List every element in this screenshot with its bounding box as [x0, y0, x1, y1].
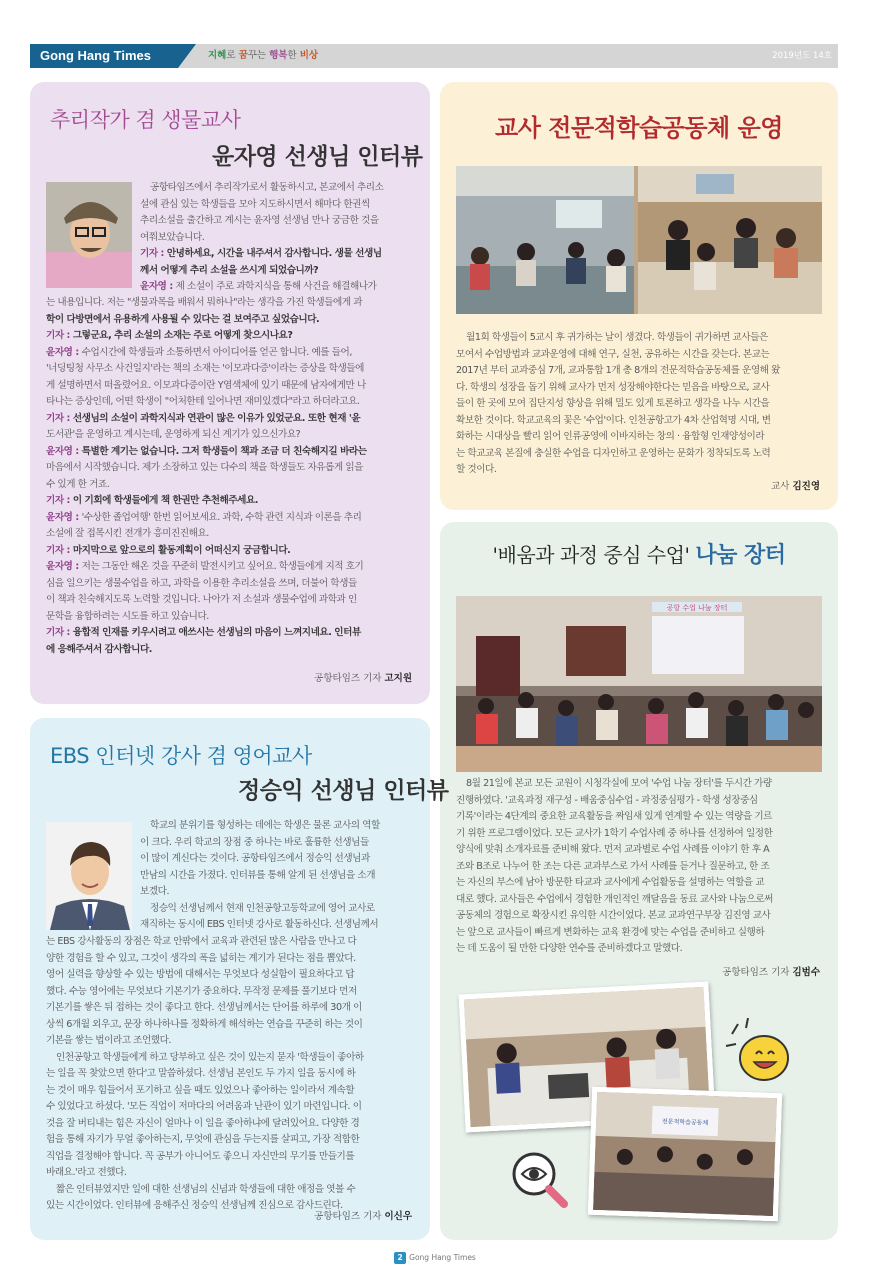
text-line: 공동체의 경험으로 확장시킨 유익한 시간이었다. 본교 교과연구부장 김진영 교사	[456, 910, 771, 921]
text-line: 여쭤보았습니다.	[140, 231, 205, 243]
text-line	[46, 345, 420, 362]
speaker-text: 선생님의 소설이 과학지식과 연관이 많은 이유가 있었군요. 또한 현재 '윤	[72, 412, 361, 424]
article1-byline: 공항타임즈 기자 고지원	[314, 673, 412, 684]
slogan-part: 로	[226, 50, 239, 61]
text-line: 진행하였다. '교육과정 재구성 - 배움중심수업 - 과정중심평가 - 학생 성장중심	[456, 794, 758, 806]
article2-intro	[140, 818, 420, 934]
article1-intro	[140, 180, 420, 296]
text-line	[46, 444, 420, 461]
sharing-market-photo	[456, 596, 822, 772]
text-line	[46, 411, 420, 428]
magnifier-eye-icon	[508, 1148, 570, 1210]
slogan	[208, 44, 318, 68]
text-line: 마음에서 시작했습니다. 제가 소장하고 있는 다수의 책을 학생들도 자유롭게 읽을	[46, 462, 363, 473]
page-footer	[0, 1252, 870, 1264]
text-line: 수 있었다고 하셨다. '모든 직업이 저마다의 어려움과 난관이 있기 마련입니다. 이	[46, 1101, 362, 1112]
text-line: 조와 B조로 나누어 한 조는 다른 교과부스로 가서 사례를 듣거나 질문하고, 한 조	[456, 860, 770, 872]
speaker-label: 기자 :	[46, 412, 73, 424]
article1-title-bottom: 윤자영 선생님 인터뷰	[212, 144, 423, 170]
text-line: 할 것이다.	[456, 464, 497, 475]
text-line: 설에 관심 있는 학생들을 모아 지도하시면서 해마다 한권씩	[140, 198, 370, 210]
text-line: 추리소설을 출간하고 계시는 윤자영 선생님 만나 궁금한 것을	[140, 215, 379, 226]
text-line: 기본을 쌓는 법이라고 조언했다.	[46, 1035, 172, 1046]
text-line: 기본기를 쌓은 뒤 접하는 것이 좋다고 한다. 선생님께서는 단어를 하루에 30개 이	[46, 1002, 362, 1013]
slogan-part: 한	[287, 50, 300, 61]
collage-photo-bottom	[588, 1087, 782, 1222]
text-line: 는 EBS 강사활동의 장점은 학교 안팎에서 교육과 관련된 많은 사람을 만나고 다	[46, 936, 357, 947]
speaker-label: 윤자영 :	[46, 346, 82, 358]
text-line: 기록'이라는 4단계의 중요한 교육활동을 짜임새 있게 연계할 수 있는 역량을 기르	[456, 811, 772, 822]
text-line: 에 응해주셔서 감사합니다.	[46, 643, 152, 655]
text-line: 는 데 도움이 될 만한 다양한 연수를 준비하겠다고 말했다.	[456, 943, 683, 954]
text-line	[46, 510, 420, 527]
speaker-text: 안녕하세요, 시간을 내주셔서 감사합니다. 생물 선생님	[166, 248, 382, 259]
article4-byline: 공항타임즈 기자 김범수	[722, 967, 820, 978]
text-line: 재직하는 동시에 EBS 인터넷 강사로 활동하신다. 선생님께서	[140, 919, 379, 930]
text-line: 8월 21일에 본교 모든 교원이 시청각실에 모여 '수업 나눔 장터'를 두시간 가량	[466, 778, 772, 789]
text-line: 다. 학생의 성장을 돕기 위해 교사가 먼저 성장해야한다는 믿음을 바탕으로, 교사	[456, 381, 770, 393]
learning-community-photo	[456, 166, 822, 314]
speaker-label: 기자 :	[46, 627, 73, 638]
article2-byline: 공항타임즈 기자 이신우	[314, 1211, 412, 1222]
text-line: 는 앞으로 교사들이 빠르게 변화하는 교육 환경에 맞는 수업을 준비하고 실행하	[456, 926, 765, 938]
text-line: 학이 다방면에서 유용하게 사용될 수 있다는 걸 보여주고 싶었습니다.	[46, 313, 320, 325]
speaker-text: 융합적 인재를 키우시려고 애쓰시는 선생님의 마음이 느껴지네요. 인터뷰	[72, 627, 361, 638]
text-line: 는 학교교육 본질에 충실한 수업을 디자인하고 운영하는 문화가 정착되도록 노력	[456, 447, 771, 459]
speaker-label: 기자 :	[46, 330, 73, 341]
speaker-text: 이 기회에 학생들에게 책 한권만 추천해주세요.	[72, 495, 258, 506]
text-line: 양한 경험을 할 수 있고, 그것이 생각의 폭을 넓히는 계기가 된다는 점을 뽑았다.	[46, 952, 356, 964]
text-line: 것을 잘 버티내는 힘은 자신이 얼마나 이 일을 좋아하냐에 달려있어요. 다양한 경	[46, 1117, 360, 1129]
sticker-text: 전문적학습공동체	[661, 1118, 709, 1127]
text-line: 월1회 학생들이 5교시 후 귀가하는 날이 생겼다. 학생들이 귀가하면 교사들은	[466, 332, 768, 343]
speaker-text: 마지막으로 앞으로의 활동계획이 어떠신지 궁금합니다.	[72, 544, 291, 556]
article1-title-top: 추리작가 겸 생물교사	[50, 108, 241, 132]
article2-body	[46, 934, 420, 1215]
text-line: 모여서 수업방법과 교과운영에 대해 연구, 실천, 공유하는 시간을 갖는다. 본교는	[456, 348, 770, 360]
text-line	[140, 279, 420, 296]
portrait-jung-photo	[46, 822, 132, 930]
article3-byline: 교사 김진영	[771, 481, 820, 492]
text-line: 이 많이 계신다는 것이다. 공항타임즈에서 정승익 선생님과	[140, 853, 370, 864]
slogan-part: 비상	[299, 50, 319, 61]
article2-title-top: EBS 인터넷 강사 겸 영어교사	[50, 744, 312, 768]
banner-text: 공항 수업 나눔 장터	[666, 604, 728, 612]
text-line: 인천공항고 학생들에게 하고 당부하고 싶은 것이 있는지 묻자 '학생들이 좋아하	[56, 1051, 364, 1063]
text-line: 심을 일으키는 생물수업을 하고, 과학을 이용한 추리소설을 쓰며, 더불어 학생들	[46, 577, 357, 589]
speaker-label: 기자 :	[46, 495, 73, 506]
text-line: 수 있게 한 거죠.	[46, 478, 110, 490]
slogan-part: 꿈	[238, 50, 248, 61]
speaker-text: 제 소설이 주로 과학지식을 통해 사건을 해결해나가	[175, 281, 377, 292]
text-line	[46, 559, 420, 576]
text-line: 화하는 시대상을 빨리 읽어 인류공영에 이바지하는 창의 · 융합형 인재양성이라	[456, 431, 765, 442]
article3-body	[456, 330, 822, 479]
article2-title-bottom: 정승익 선생님 인터뷰	[238, 778, 449, 804]
text-line: 상씩 6개월 외우고, 문장 하나하나를 정확하게 해석하는 연습을 꾸준히 하는 것이	[46, 1018, 363, 1030]
text-line: 는 일을 꼭 찾았으면 한다'고 말씀하셨다. 선생님 본인도 두 가지 일을 동시에 하	[46, 1068, 356, 1079]
text-line: 험을 통해 자기가 무얼 좋아하는지, 무엇에 관심을 두는지를 살피고, 가장 적합한	[46, 1134, 360, 1145]
text-line: 문학을 융합하려는 시도를 하고 있습니다.	[46, 610, 209, 622]
issue-number: 2019년도 14호	[772, 51, 832, 61]
text-line: 이 책과 친숙해지도록 노력할 것입니다. 나아가 저 소설과 생물수업에 과학과 인	[46, 594, 357, 605]
portrait-yoon-photo	[46, 182, 132, 288]
text-line	[46, 543, 420, 560]
speaker-text: 그렇군요, 추리 소설의 소재는 주로 어떻게 찾으시나요?	[72, 330, 293, 341]
speaker-label: 기자 :	[46, 544, 73, 556]
text-line: 보겠다.	[140, 886, 170, 897]
text-line: 2017년 부터 교과중심 7개, 교과통합 1개 총 8개의 전문적학습공동체를 운영해 왔	[456, 365, 780, 376]
speaker-label: 윤자영 :	[46, 445, 82, 457]
text-line: 는 자신의 부스에 남아 방문한 타교과 교사에게 수업활동을 설명하는 역할을 교	[456, 877, 765, 888]
text-line: 공항타임즈에서 추리작가로서 활동하시고, 본교에서 추리소	[150, 182, 384, 193]
text-line: 대로 했다. 교사들은 수업에서 경험한 개인적인 깨달음을 동료 교사와 나눔으로써	[456, 893, 773, 905]
text-line: 바래요.'라고 전했다.	[46, 1167, 127, 1178]
article4-body	[456, 776, 822, 958]
speaker-label: 윤자영 :	[140, 281, 176, 292]
text-line: '너딩팅청 사무소 사건일지'라는 책의 소재는 '이모과다증'이라는 증상을 학생들에	[46, 363, 364, 374]
text-line: 만남의 시간을 가졌다. 인터뷰를 통해 알게 된 선생님을 소개	[140, 869, 376, 881]
speaker-text: '수상한 졸업여행' 한번 읽어보세요. 과학, 수학 관련 지식과 이론을 추리	[81, 511, 362, 523]
text-line: 기 위한 프로그램이었다. 모든 교사가 1학기 수업사례 중 하나를 선정하여 일정한	[456, 827, 773, 839]
text-line: 는 것이 매우 힘들어서 포기하고 싶을 때도 있었으나 좋아하는 일이라서 계속할	[46, 1084, 355, 1096]
smiley-icon	[722, 1018, 792, 1084]
page-number: 2	[394, 1252, 406, 1264]
text-line: 짧은 인터뷰였지만 일에 대한 선생님의 신념과 학생들에 대한 애정을 엿볼 수	[56, 1183, 356, 1195]
masthead-logo: Gong Hang Times	[30, 44, 178, 68]
text-line: 있는 시간이었다. 인터뷰에 응해주신 정승익 선생님께 진심으로 감사드린다.	[46, 1200, 343, 1211]
text-line: 이 크다. 우리 학교의 장점 중 하나는 바로 훌륭한 선생님들	[140, 836, 369, 848]
text-line: 게 설명하면서 떠올렸어요. 이모과다증이란 Y염색체에 있기 때문에 남자에게만 나	[46, 379, 366, 391]
page-header	[30, 44, 838, 68]
text-line: 들이 한 곳에 모여 집단지성 향상을 위해 밀도 있게 토론하고 생각을 나누 시간을	[456, 398, 770, 409]
text-line: 확보한 것이다. 학교교육의 꽃은 '수업'이다. 인천공항고가 4차 산업혁명 시대, 변	[456, 414, 771, 426]
text-line: 께서 어떻게 추리 소설을 쓰시게 되었습니까?	[140, 264, 319, 276]
text-line	[46, 493, 420, 510]
speaker-label: 윤자영 :	[46, 511, 82, 523]
speaker-text: 저는 그동안 해온 것을 꾸준히 발전시키고 싶어요. 학생들에게 지적 호기	[81, 561, 364, 572]
slogan-part: 행복	[269, 50, 288, 61]
article3-title: 교사 전문적학습공동체 운영	[495, 113, 783, 142]
slogan-part: 꾸는	[247, 50, 270, 61]
text-line: 타나는 증상인데, 어떤 학생이 "어처한테 일어나면 재미있겠다"라고 하더라고요.	[46, 396, 360, 407]
text-line: 직업을 결정해야 합니다. 꼭 공부가 아니어도 좋으니 자신만의 무기를 만들기를	[46, 1150, 355, 1162]
slogan-part: 지혜	[208, 50, 227, 61]
text-line: 정승익 선생님께서 현재 인천공항고등학교에 영어 교사로	[150, 902, 375, 914]
speaker-text: 수업시간에 학생들과 소통하면서 아이디어를 얻곤 합니다. 예를 들어,	[81, 346, 352, 358]
text-line	[46, 328, 420, 345]
speaker-label: 윤자영 :	[46, 561, 82, 572]
text-line	[46, 625, 420, 642]
text-line: 는 내용입니다. 저는 "생물과목을 배워서 뭐하나"라는 생각을 가진 학생들에게 과	[46, 297, 363, 308]
text-line: 학교의 분위기를 형성하는 데에는 학생은 물론 교사의 역할	[150, 820, 380, 831]
speaker-label: 기자 :	[140, 248, 167, 259]
speaker-text: 특별한 계기는 없습니다. 그저 학생들이 책과 조금 더 친숙해지길 바라는	[81, 445, 367, 457]
article4-title: '배움과 과정 중심 수업' 나눔 장터	[492, 542, 786, 568]
text-line: 소설에 잘 접목시킨 전개가 흥미진진해요.	[46, 528, 209, 539]
text-line: 도서관'을 운영하고 계시는데, 운영하게 되신 계기가 있으신가요?	[46, 429, 301, 440]
text-line: 했다. 수능 영어에는 무엇보다 기본기가 중요하다. 무작정 문제를 풀기보다 먼저	[46, 985, 357, 997]
text-line	[140, 246, 420, 263]
footer-label: Gong Hang Times	[409, 1253, 476, 1262]
article1-body	[46, 295, 420, 658]
text-line: 양식에 맞춰 소개자료를 준비해 왔다. 먼저 교과별로 수업 사례를 이야기 한 후 A	[456, 844, 770, 855]
text-line: 영어 실력을 향상할 수 있는 방법에 대해서는 무엇보다 성실함이 필요하다고 답	[46, 969, 355, 980]
